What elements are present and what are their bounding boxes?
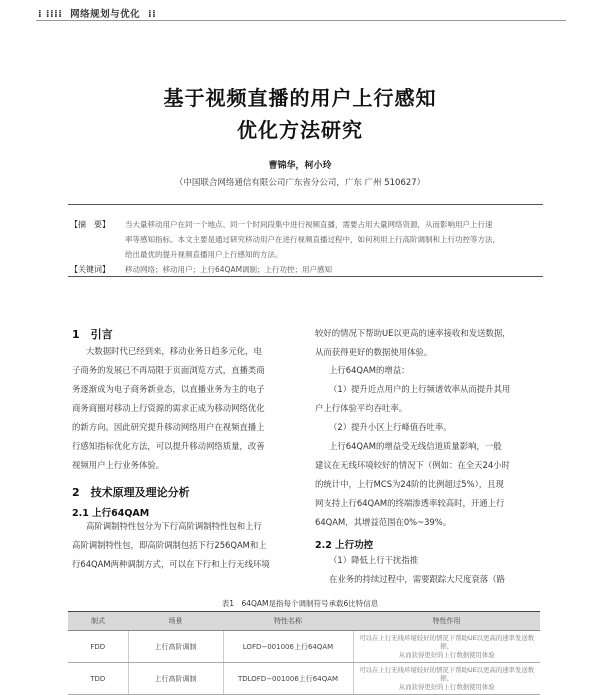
section-2-heading: 2 技术原理及理论分析 (72, 486, 190, 499)
section-1-heading: 1 引言 (72, 328, 113, 341)
table-caption: 表1 64QAM是指每个调制符号承载6比特信息 (221, 599, 379, 608)
body-line: 网支持上行64QAM的终端渗透率较高时，开通上行 (315, 498, 505, 508)
body-line: 户上行体验平均吞吐率。 (315, 403, 408, 413)
header-divider (36, 20, 566, 21)
abstract-top-rule (68, 204, 543, 205)
table-cell-effect (353, 631, 540, 663)
table-row (68, 663, 540, 695)
body-line: 行64QAM两种调制方式，可以在下行和上行无线环境 (72, 559, 270, 569)
header-marker-end: ⁞⁞ (148, 9, 157, 20)
header-section: 网络规划与优化 (70, 9, 141, 20)
body-line: 的新方向。因此研究提升移动网络用户在视频直播上 (72, 422, 265, 432)
column-header: 制式 (68, 612, 128, 631)
abstract-bottom-rule (68, 276, 543, 277)
column-header: 场景 (128, 612, 223, 631)
affiliation: （中国联合网络通信有限公司广东省分公司，广东 广州 510627） (174, 178, 426, 188)
body-line: （2）提升小区上行峰值吞吐率。 (329, 422, 452, 432)
body-line: 行感知指标优化方法，可以提升移动网络质量，改善 (72, 441, 265, 451)
journal-header (38, 6, 156, 20)
effect-line: 可以在上行无线环境较好的情况下帮助UE以更高的速率发送数据， (359, 666, 535, 683)
body-line: 64QAM，其增益范围在0%~39%。 (315, 517, 452, 527)
abstract-label: 【摘 要】 (70, 220, 110, 229)
table-cell-feature: TDLOFD−001006上行64QAM (223, 663, 353, 695)
effect-line: 可以在上行无线环境较好的情况下帮助UE以更高的速率发送数据， (359, 634, 535, 651)
column-header: 特性名称 (223, 612, 353, 631)
body-line: （1）提升近点用户的上行频谱效率从而提升其用 (329, 384, 511, 394)
effect-line: 从而获得更好的上行数据使用体验 (398, 682, 495, 691)
header-marker: ⁞ ⁞⁞⁞⁞ (38, 9, 63, 20)
table-cell-feature: LOFD−001006上行64QAM (223, 631, 353, 663)
body-line: 视频用户上行业务体验。 (72, 460, 165, 470)
body-line: 的统计中，上行MCS为24阶的比例超过5%），且现 (315, 479, 504, 489)
body-line: 从而获得更好的数据使用体验。 (315, 347, 433, 357)
body-line: 高阶调制特性包分为下行高阶调制特性包和上行 (86, 521, 262, 531)
abstract-line: 当大量移动用户在同一个地点、同一个时间段集中进行视频直播，需要占用大量网络资源，从而影响用户上行速 (125, 220, 493, 229)
body-line: 较好的情况下帮助UE以更高的速率接收和发送数据， (315, 328, 511, 338)
data-table (68, 611, 540, 695)
table-header-row (68, 612, 540, 631)
table-row (68, 631, 540, 663)
body-line: 上行64QAM的增益受无线信道质量影响，一般 (329, 441, 502, 451)
body-line: 建议在无线环境较好的情况下（例如：在全天24小时 (315, 460, 510, 470)
article-title-line-1: 基于视频直播的用户上行感知 (163, 86, 437, 110)
column-header: 特性作用 (353, 612, 540, 631)
body-line: 在业务的持续过程中，需要跟踪大尺度衰落（路 (329, 574, 505, 584)
keywords-label: 【关键词】 (70, 265, 110, 274)
abstract-line: 率等感知指标。本文主要是通过研究移动用户在进行视频直播过程中，如何利用上行高阶调制和上行功控等方法， (125, 235, 500, 244)
subsection-2-1-heading: 2.1 上行64QAM (72, 508, 150, 519)
table-cell-scene: 上行高阶调制 (128, 631, 223, 663)
body-line: 务逐渐成为电子商务新业态，以直播业务为主的电子 (72, 384, 265, 394)
table-cell-mode: TDD (68, 663, 128, 695)
effect-line: 从而获得更好的上行数据使用体验 (398, 650, 495, 659)
body-line: 商务商圈对移动上行资源的需求正成为移动网络优化 (72, 403, 265, 413)
body-line: 大数据时代已经到来，移动业务日趋多元化，电 (86, 346, 262, 356)
subsection-2-2-heading: 2.2 上行功控 (315, 540, 374, 551)
body-line: 高阶调制特性包，即高阶调制包括下行256QAM和上 (72, 540, 267, 550)
table-cell-mode: FDD (68, 631, 128, 663)
body-line: 上行64QAM的增益： (329, 365, 410, 375)
body-line: 子商务的发展已不再局限于页面浏览方式，直播类商 (72, 365, 265, 375)
table-cell-effect (353, 663, 540, 695)
body-line: （1）降低上行干扰指推 (329, 555, 419, 565)
article-title-line-2: 优化方法研究 (237, 118, 363, 142)
table-cell-scene: 上行高阶调制 (128, 663, 223, 695)
authors: 曹锦华，柯小玲 (268, 161, 332, 171)
abstract-line: 给出最优的提升视频直播用户上行感知的方法。 (125, 250, 283, 259)
keywords-text: 移动网络；移动用户；上行64QAM调制；上行功控；用户感知 (125, 265, 333, 274)
